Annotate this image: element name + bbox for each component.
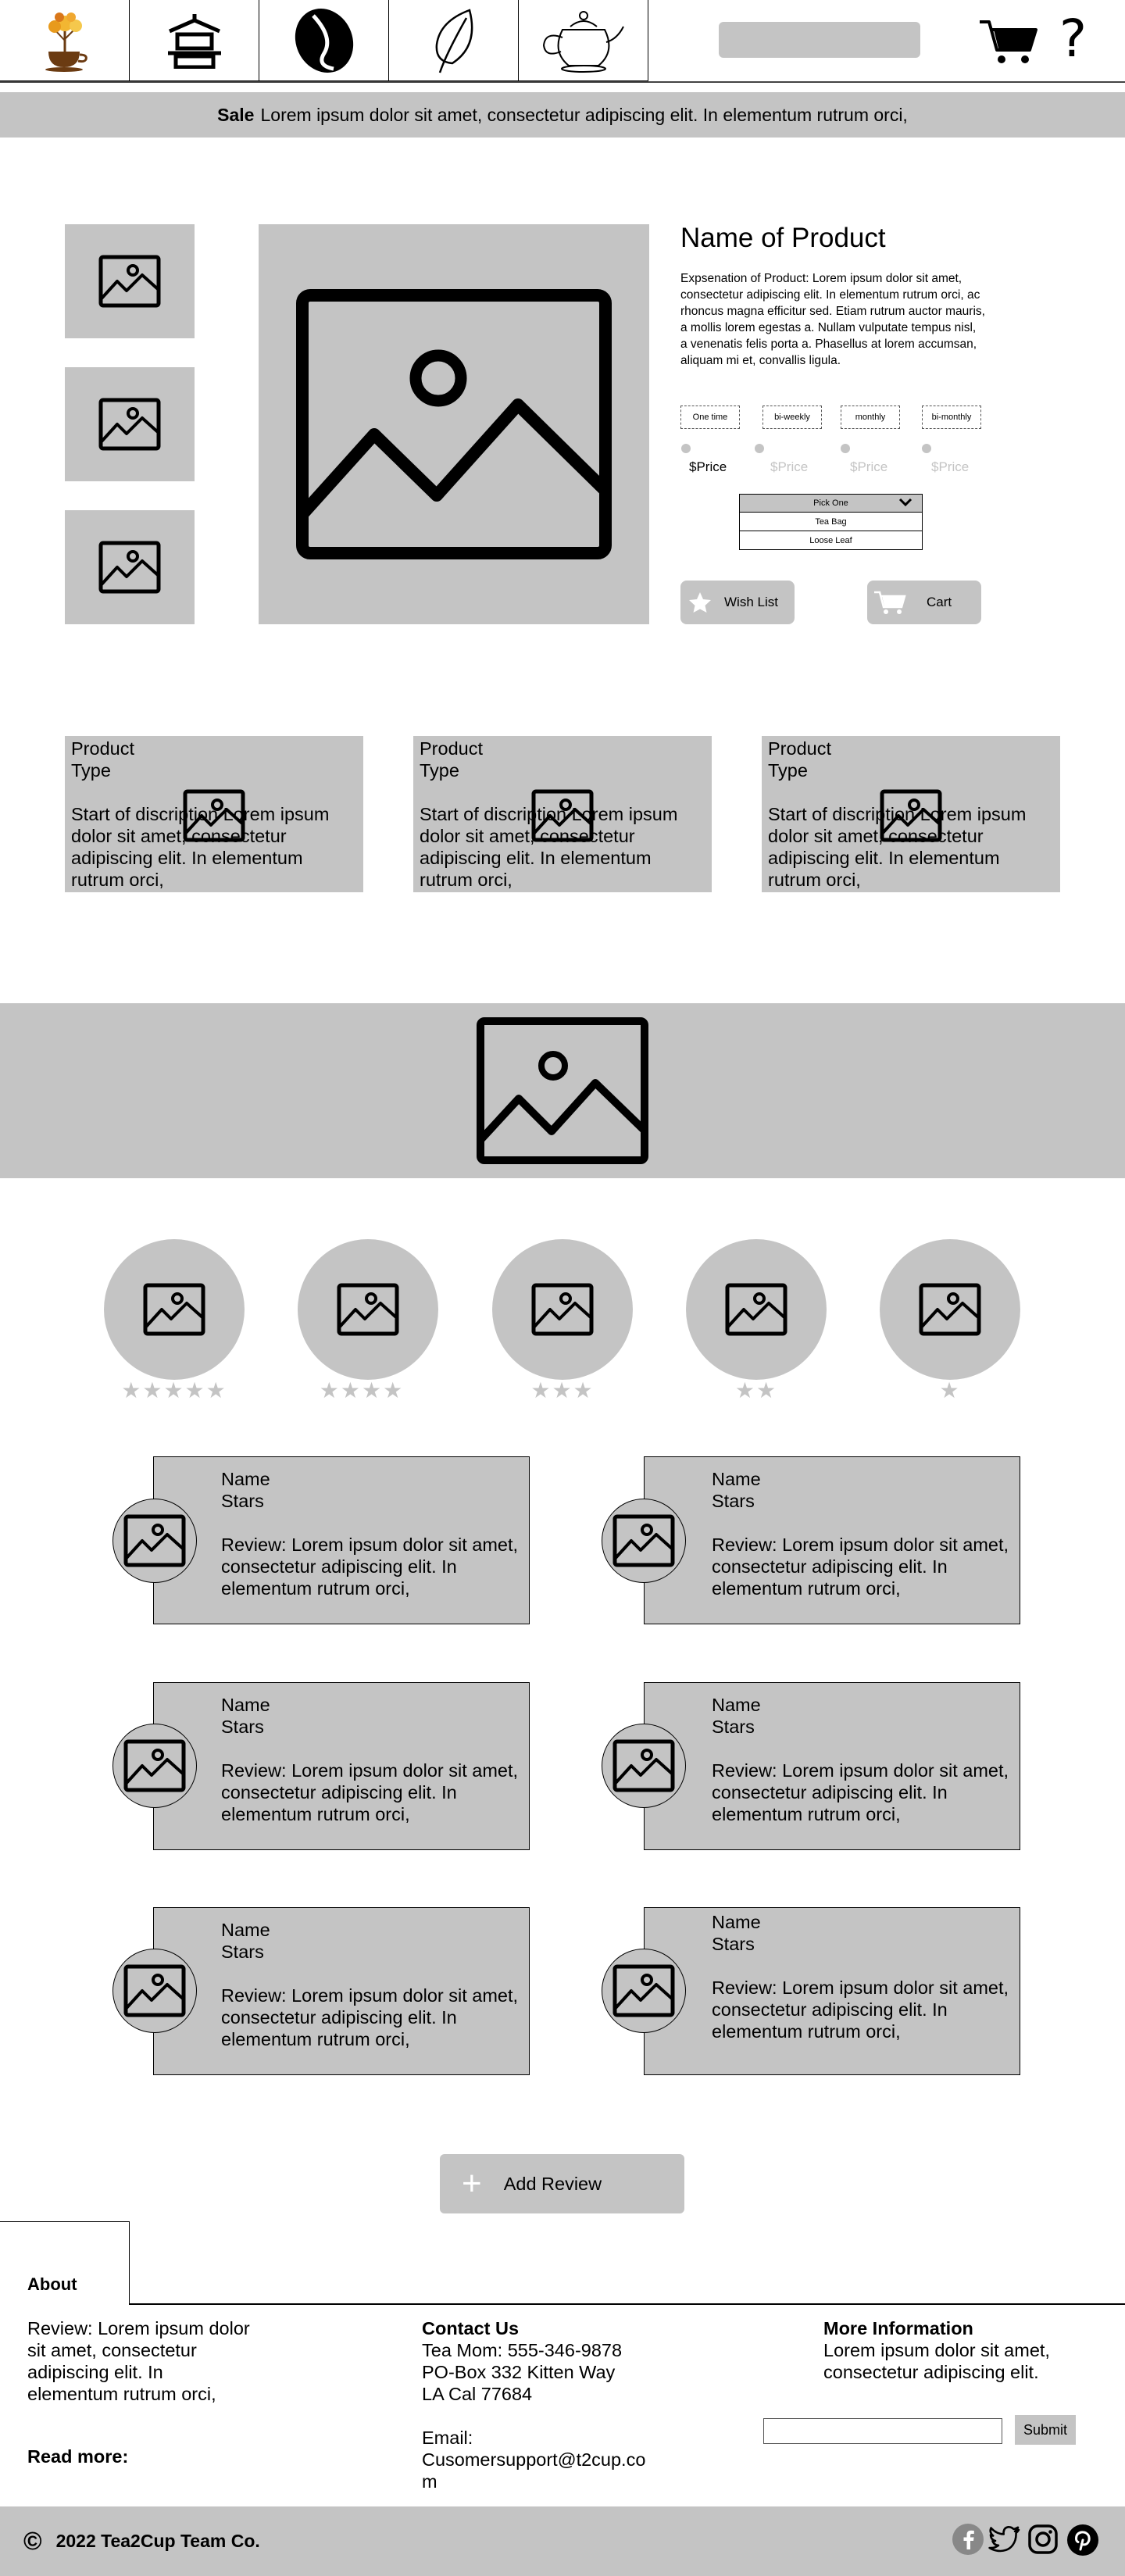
rating-filter-2[interactable] xyxy=(686,1239,827,1380)
frequency-radio-2[interactable] xyxy=(755,444,764,453)
type-option-loose-leaf[interactable]: Loose Leaf xyxy=(739,531,923,550)
instagram-icon[interactable] xyxy=(1027,2524,1059,2555)
product-type-card-2[interactable] xyxy=(413,736,712,892)
rating-filter-5[interactable] xyxy=(104,1239,245,1380)
footer-about-text: Review: Lorem ipsum dolor sit amet, consectetur adipiscing elit. In elementum rutrum orci, xyxy=(27,2318,250,2404)
image-placeholder-icon xyxy=(143,1283,205,1336)
frequency-radio-3[interactable] xyxy=(841,444,850,453)
rating-filter-1[interactable] xyxy=(880,1239,1020,1380)
footer-contact-heading: Contact Us xyxy=(422,2318,520,2338)
type-select[interactable] xyxy=(739,494,923,513)
leaf-icon xyxy=(429,7,479,74)
product-thumbnail-3[interactable] xyxy=(65,510,195,624)
frequency-option-bi-monthly[interactable]: bi-monthly xyxy=(922,406,981,429)
card-type: Type xyxy=(420,760,459,781)
avatar xyxy=(602,1499,686,1583)
price-one-time: $Price xyxy=(689,459,727,474)
star-icon xyxy=(688,591,712,613)
rating-filter-3[interactable] xyxy=(492,1239,633,1380)
image-placeholder-icon xyxy=(725,1283,788,1336)
image-placeholder-icon xyxy=(123,1739,186,1792)
rating-stars-2: ★★ xyxy=(734,1378,778,1402)
price-monthly: $Price xyxy=(850,459,888,474)
image-placeholder-icon xyxy=(880,789,942,842)
review-text: Review: Lorem ipsum dolor sit amet, consectetur adipiscing elit. In elementum rutrum orci, xyxy=(712,1535,1009,1599)
rating-stars-4: ★★★★ xyxy=(319,1378,405,1402)
chevron-down-icon[interactable] xyxy=(898,497,912,508)
cart-button[interactable] xyxy=(978,19,1041,66)
frequency-option-monthly[interactable]: monthly xyxy=(841,406,900,429)
review-stars: Stars xyxy=(712,1717,755,1737)
image-placeholder-icon xyxy=(98,541,161,594)
nav-item-teapots[interactable] xyxy=(518,0,648,81)
image-placeholder-icon xyxy=(612,1739,675,1792)
nav-logo-cell[interactable] xyxy=(0,0,130,81)
product-type-card-3[interactable] xyxy=(762,736,1060,892)
coffee-bean-icon xyxy=(293,6,355,75)
type-select-value: Pick One xyxy=(813,498,848,508)
review-card-5 xyxy=(153,1907,530,2075)
twitter-icon[interactable] xyxy=(988,2524,1022,2555)
type-option-tea-bag[interactable]: Tea Bag xyxy=(739,513,923,531)
review-stars: Stars xyxy=(221,1717,264,1737)
cart-label: Cart xyxy=(927,595,952,609)
facebook-icon[interactable] xyxy=(952,2523,984,2556)
review-name: Name xyxy=(712,1695,761,1715)
price-bi-weekly: $Price xyxy=(770,459,809,474)
review-stars: Stars xyxy=(712,1934,755,1954)
rating-stars-3: ★★★ xyxy=(530,1378,595,1402)
wishlist-button[interactable] xyxy=(680,581,795,624)
image-placeholder-icon xyxy=(477,1017,648,1164)
add-review-label: Add Review xyxy=(503,2173,602,2194)
card-title: Product xyxy=(420,738,483,759)
copyright-text: 2022 Tea2Cup Team Co. xyxy=(55,2531,260,2551)
price-bi-monthly: $Price xyxy=(931,459,970,474)
card-text: Start of discription Lorem ipsum dolor sit amet, consectetur adipiscing elit. In elementum rutrum orci, xyxy=(420,804,678,890)
image-placeholder-icon xyxy=(531,1283,594,1336)
product-description: Expsenation of Product: Lorem ipsum dolor sit amet, consectetur adipiscing elit. In elementum rutrum orci, ac rhoncus magna efficitur sed. Etiam rutrum auctor mauris, a mollis lorem egestas a. Nullam vulputate tempus nisl, a venenatis felis porta a. Phasellus at lorem accumsan, aliquam mi et, convallis ligula. xyxy=(680,272,985,367)
review-stars: Stars xyxy=(221,1942,264,1962)
image-placeholder-icon xyxy=(612,1964,675,2017)
review-stars: Stars xyxy=(221,1491,264,1511)
help-icon[interactable]: ? xyxy=(1059,9,1088,69)
image-placeholder-icon xyxy=(919,1283,981,1336)
review-card-6 xyxy=(644,1907,1020,2075)
review-card-3 xyxy=(153,1682,530,1850)
read-more-link[interactable]: Read more: xyxy=(27,2446,129,2467)
card-text: Start of discription Lorem ipsum dolor sit amet, consectetur adipiscing elit. In elementum rutrum orci, xyxy=(71,804,330,890)
nav-item-coffee[interactable] xyxy=(259,0,389,81)
card-type: Type xyxy=(71,760,111,781)
contact-phone: Tea Mom: 555-346-9878 xyxy=(422,2340,623,2360)
review-name: Name xyxy=(712,1469,761,1489)
product-type-card-1[interactable] xyxy=(65,736,363,892)
hero-banner-image xyxy=(0,1003,1125,1178)
footer-more-text: Lorem ipsum dolor sit amet, consectetur adipiscing elit. xyxy=(823,2340,1050,2382)
review-name: Name xyxy=(221,1695,270,1715)
review-text: Review: Lorem ipsum dolor sit amet, consectetur adipiscing elit. In elementum rutrum orci, xyxy=(712,1978,1009,2042)
contact-email-label: Email: xyxy=(422,2428,473,2448)
copyright-icon: © xyxy=(23,2527,42,2555)
image-placeholder-icon xyxy=(531,789,594,842)
teapot-icon xyxy=(541,8,627,73)
product-main-image xyxy=(259,224,649,624)
footer-divider xyxy=(129,2303,1125,2305)
pinterest-icon[interactable] xyxy=(1066,2524,1099,2556)
plus-icon: + xyxy=(462,2164,482,2203)
rating-stars-1: ★ xyxy=(939,1378,961,1402)
image-placeholder-icon xyxy=(183,789,245,842)
contact-email[interactable]: Cusomersupport@t2cup.com xyxy=(422,2449,646,2492)
product-name: Name of Product xyxy=(680,223,886,253)
nav-item-asian-tea[interactable] xyxy=(129,0,259,81)
image-placeholder-icon xyxy=(98,255,161,308)
sale-label: Sale xyxy=(217,104,255,125)
avatar xyxy=(112,1499,197,1583)
review-card-2 xyxy=(644,1456,1020,1624)
search-input[interactable] xyxy=(719,22,920,58)
review-card-4 xyxy=(644,1682,1020,1850)
card-type: Type xyxy=(768,760,808,781)
avatar xyxy=(602,1949,686,2033)
contact-address-2: LA Cal 77684 xyxy=(422,2384,533,2404)
footer-about-heading: About xyxy=(27,2274,77,2294)
rating-stars-5: ★★★★★ xyxy=(121,1378,227,1402)
add-review-button[interactable] xyxy=(440,2154,684,2213)
nav-item-herbal-tea[interactable] xyxy=(388,0,519,81)
cart-icon[interactable] xyxy=(978,19,1041,66)
footer-more-heading: More Information xyxy=(823,2318,973,2338)
frequency-option-one-time[interactable]: One time xyxy=(680,406,740,429)
product-thumbnail-2[interactable] xyxy=(65,367,195,481)
product-thumbnail-1[interactable] xyxy=(65,224,195,338)
review-name: Name xyxy=(221,1920,270,1940)
avatar xyxy=(112,1724,197,1808)
frequency-radio-4[interactable] xyxy=(922,444,931,453)
review-card-1 xyxy=(153,1456,530,1624)
image-placeholder-icon xyxy=(337,1283,399,1336)
avatar xyxy=(112,1949,197,2033)
image-placeholder-icon xyxy=(612,1514,675,1567)
wishlist-label: Wish List xyxy=(724,595,778,609)
newsletter-email-input[interactable] xyxy=(763,2418,1002,2444)
review-name: Name xyxy=(221,1469,270,1489)
image-placeholder-icon xyxy=(123,1964,186,2017)
add-to-cart-button[interactable] xyxy=(867,581,981,624)
rating-filter-4[interactable] xyxy=(298,1239,438,1380)
image-placeholder-icon xyxy=(123,1514,186,1567)
cart-icon xyxy=(873,590,908,615)
pagoda-icon xyxy=(165,13,224,69)
card-title: Product xyxy=(768,738,831,759)
card-title: Product xyxy=(71,738,134,759)
image-placeholder-icon xyxy=(98,398,161,451)
sale-banner xyxy=(0,92,1125,138)
sale-text: Lorem ipsum dolor sit amet, consectetur adipiscing elit. In elementum rutrum orci, xyxy=(260,104,908,125)
contact-address-1: PO-Box 332 Kitten Way xyxy=(422,2362,616,2382)
avatar xyxy=(602,1724,686,1808)
review-name: Name xyxy=(712,1912,761,1932)
nav-divider xyxy=(0,81,1125,83)
card-text: Start of discription Lorem ipsum dolor sit amet, consectetur adipiscing elit. In elementum rutrum orci, xyxy=(768,804,1027,890)
review-text: Review: Lorem ipsum dolor sit amet, consectetur adipiscing elit. In elementum rutrum orci, xyxy=(221,1535,519,1599)
frequency-option-bi-weekly[interactable]: bi-weekly xyxy=(762,406,822,429)
tea-tree-logo-icon[interactable] xyxy=(39,9,91,72)
review-text: Review: Lorem ipsum dolor sit amet, consectetur adipiscing elit. In elementum rutrum orci, xyxy=(221,1985,519,2049)
review-text: Review: Lorem ipsum dolor sit amet, consectetur adipiscing elit. In elementum rutrum orci, xyxy=(712,1760,1009,1824)
review-stars: Stars xyxy=(712,1491,755,1511)
frequency-radio-1[interactable] xyxy=(681,444,691,453)
image-placeholder-icon xyxy=(296,289,612,559)
newsletter-submit-button[interactable]: Submit xyxy=(1015,2415,1076,2445)
review-text: Review: Lorem ipsum dolor sit amet, consectetur adipiscing elit. In elementum rutrum orci, xyxy=(221,1760,519,1824)
